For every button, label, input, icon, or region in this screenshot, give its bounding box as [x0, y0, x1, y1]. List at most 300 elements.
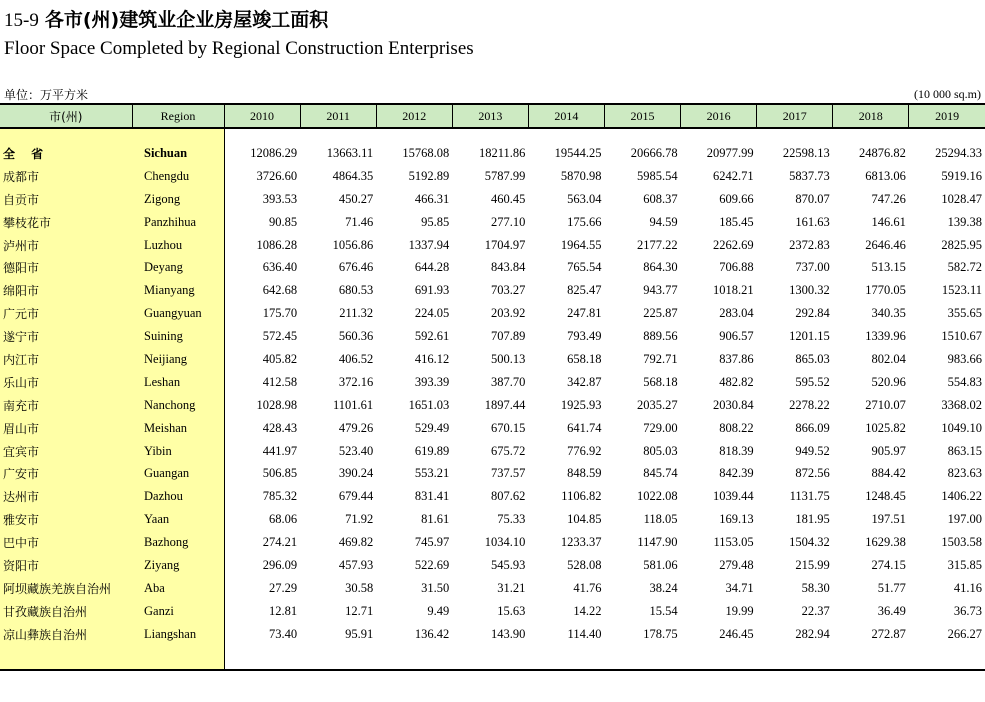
- region-name-en: Yibin: [132, 440, 224, 463]
- value-cell: 823.63: [947, 466, 982, 481]
- value-cell: 706.88: [719, 260, 754, 275]
- value-cell: 71.46: [345, 214, 374, 229]
- value-cell: 22598.13: [782, 145, 830, 160]
- column-header-year: 2012: [376, 104, 452, 128]
- value-cell: 441.97: [262, 443, 298, 458]
- region-name-cn: 乐山市: [0, 371, 132, 394]
- table-row: [0, 279, 985, 302]
- value-cell: 703.27: [491, 283, 526, 298]
- value-cell: 1018.21: [713, 283, 754, 298]
- value-cell: 680.53: [338, 283, 374, 298]
- value-cell: 1897.44: [484, 397, 526, 412]
- column-header-year: 2018: [833, 104, 909, 128]
- value-cell: 211.32: [339, 306, 374, 321]
- value-cell: 1337.94: [408, 237, 450, 252]
- region-name-en: Aba: [132, 577, 224, 600]
- value-cell: 3726.60: [256, 168, 298, 183]
- unit-label-cn: 单位：万平方米: [4, 88, 89, 102]
- region-name-en: Ganzi: [132, 600, 224, 623]
- value-cell: 1406.22: [941, 489, 982, 504]
- value-cell: 805.03: [643, 443, 678, 458]
- region-name-en: Bazhong: [132, 531, 224, 554]
- unit-label-en: (10 000 sq.m): [914, 87, 981, 101]
- column-header-year: 2011: [300, 104, 376, 128]
- value-cell: 943.77: [643, 283, 678, 298]
- region-name-cn: 巴中市: [0, 531, 132, 554]
- value-cell: 737.57: [491, 466, 526, 481]
- column-header-year: 2017: [757, 104, 833, 128]
- value-cell: 315.85: [947, 557, 982, 572]
- column-header-year: 2019: [909, 104, 985, 128]
- value-cell: 482.82: [719, 374, 754, 389]
- value-cell: 1201.15: [789, 329, 830, 344]
- value-cell: 94.59: [649, 214, 678, 229]
- value-cell: 31.50: [421, 580, 450, 595]
- value-cell: 843.84: [491, 260, 526, 275]
- value-cell: 393.53: [262, 191, 298, 206]
- value-cell: 136.42: [414, 626, 450, 641]
- region-name-cn: 资阳市: [0, 554, 132, 577]
- table-row: [0, 440, 985, 463]
- region-name-en: Meishan: [132, 417, 224, 440]
- value-cell: 520.96: [871, 374, 906, 389]
- value-cell: 1131.75: [789, 489, 830, 504]
- value-cell: 73.40: [268, 626, 298, 641]
- value-cell: 405.82: [262, 351, 298, 366]
- value-cell: 15.63: [497, 603, 526, 618]
- value-cell: 691.93: [414, 283, 450, 298]
- value-cell: 143.90: [491, 626, 526, 641]
- value-cell: 595.52: [795, 374, 830, 389]
- value-cell: 582.72: [947, 260, 982, 275]
- region-name-en: Nanchong: [132, 394, 224, 417]
- value-cell: 670.15: [491, 420, 526, 435]
- table-row: [0, 211, 985, 234]
- value-cell: 568.18: [643, 374, 678, 389]
- value-cell: 866.09: [795, 420, 830, 435]
- value-cell: 1925.93: [560, 397, 602, 412]
- table-row: [0, 371, 985, 394]
- value-cell: 636.40: [262, 260, 298, 275]
- value-cell: 949.52: [795, 443, 830, 458]
- table-header-row: [0, 104, 985, 128]
- value-cell: 793.49: [567, 329, 602, 344]
- value-cell: 175.70: [262, 306, 298, 321]
- value-cell: 14.22: [573, 603, 602, 618]
- value-cell: 2710.07: [865, 397, 906, 412]
- value-cell: 95.85: [421, 214, 450, 229]
- value-cell: 581.06: [643, 557, 678, 572]
- value-cell: 175.66: [567, 214, 602, 229]
- value-cell: 185.45: [719, 214, 754, 229]
- region-name-en: Suining: [132, 325, 224, 348]
- value-cell: 529.49: [414, 420, 450, 435]
- region-name-cn: 雅安市: [0, 508, 132, 531]
- value-cell: 2278.22: [789, 397, 830, 412]
- value-cell: 20977.99: [706, 145, 754, 160]
- value-cell: 68.06: [268, 512, 298, 527]
- value-cell: 765.54: [567, 260, 602, 275]
- value-cell: 15.54: [649, 603, 678, 618]
- value-cell: 608.37: [643, 191, 678, 206]
- value-cell: 41.76: [573, 580, 602, 595]
- value-cell: 6813.06: [865, 168, 906, 183]
- value-cell: 5985.54: [636, 168, 678, 183]
- region-name-en: Liangshan: [132, 623, 224, 646]
- value-cell: 1101.61: [333, 397, 374, 412]
- page-title-en: Floor Space Completed by Regional Construction Enterprises: [4, 38, 474, 59]
- value-cell: 2177.22: [636, 237, 678, 252]
- value-cell: 36.73: [953, 603, 982, 618]
- value-cell: 466.31: [414, 191, 450, 206]
- value-cell: 2646.46: [865, 237, 906, 252]
- value-cell: 266.27: [947, 626, 982, 641]
- value-cell: 609.66: [719, 191, 754, 206]
- column-header-year: 2013: [452, 104, 528, 128]
- value-cell: 41.16: [953, 580, 982, 595]
- value-cell: 12.81: [268, 603, 298, 618]
- region-name-en: Deyang: [132, 256, 224, 279]
- column-header-year: 2014: [528, 104, 604, 128]
- table-row: [0, 623, 985, 646]
- value-cell: 428.43: [262, 420, 298, 435]
- table-row: [0, 348, 985, 371]
- value-cell: 279.48: [719, 557, 754, 572]
- table-body: [0, 128, 985, 670]
- region-name-en: Neijiang: [132, 348, 224, 371]
- column-header-region: Region: [132, 104, 224, 128]
- value-cell: 528.08: [567, 557, 602, 572]
- region-name-cn: 自贡市: [0, 188, 132, 211]
- value-cell: 747.26: [871, 191, 906, 206]
- region-name-cn: 广安市: [0, 462, 132, 485]
- value-cell: 283.04: [719, 306, 754, 321]
- value-cell: 884.42: [871, 466, 906, 481]
- page-title-cn: [4, 5, 328, 32]
- table-row: [0, 554, 985, 577]
- value-cell: 5787.99: [484, 168, 526, 183]
- value-cell: 15768.08: [402, 145, 450, 160]
- value-cell: 2035.27: [636, 397, 678, 412]
- value-cell: 34.71: [725, 580, 754, 595]
- table-bottom-row: [0, 646, 985, 670]
- value-cell: 644.28: [414, 260, 450, 275]
- value-cell: 36.49: [877, 603, 906, 618]
- table-row: [0, 485, 985, 508]
- value-cell: 5919.16: [941, 168, 982, 183]
- value-cell: 1034.10: [484, 535, 526, 550]
- value-cell: 246.45: [719, 626, 754, 641]
- region-name-cn: 德阳市: [0, 256, 132, 279]
- value-cell: 22.37: [801, 603, 830, 618]
- value-cell: 785.32: [262, 489, 298, 504]
- table-row: [0, 302, 985, 325]
- value-cell: 416.12: [414, 351, 450, 366]
- value-cell: 1028.98: [256, 397, 298, 412]
- value-cell: 863.15: [947, 443, 982, 458]
- region-name-cn: 绵阳市: [0, 279, 132, 302]
- value-cell: 197.51: [871, 512, 906, 527]
- value-cell: 545.93: [491, 557, 526, 572]
- floor-space-table: [0, 103, 985, 671]
- total-row: [0, 142, 985, 165]
- value-cell: 203.92: [491, 306, 526, 321]
- value-cell: 38.24: [649, 580, 678, 595]
- table-number: 15-9: [4, 10, 39, 31]
- table-row: [0, 600, 985, 623]
- value-cell: 81.61: [421, 512, 450, 527]
- value-cell: 1086.28: [256, 237, 298, 252]
- value-cell: 2030.84: [713, 397, 754, 412]
- value-cell: 450.27: [338, 191, 374, 206]
- value-cell: 1503.58: [941, 535, 982, 550]
- table-row: [0, 531, 985, 554]
- table-row: [0, 462, 985, 485]
- value-cell: 523.40: [338, 443, 374, 458]
- region-name-en: Panzhihua: [132, 211, 224, 234]
- value-cell: 641.74: [567, 420, 602, 435]
- region-name-cn: 宜宾市: [0, 440, 132, 463]
- region-name-en: Chengdu: [132, 165, 224, 188]
- value-cell: 27.29: [268, 580, 298, 595]
- value-cell: 30.58: [345, 580, 374, 595]
- value-cell: 2825.95: [941, 237, 982, 252]
- value-cell: 729.00: [643, 420, 678, 435]
- value-cell: 792.71: [643, 351, 678, 366]
- value-cell: 864.30: [643, 260, 678, 275]
- value-cell: 1964.55: [560, 237, 602, 252]
- value-cell: 1039.44: [713, 489, 754, 504]
- value-cell: 5192.89: [408, 168, 450, 183]
- value-cell: 1106.82: [561, 489, 602, 504]
- region-name-cn: 泸州市: [0, 234, 132, 257]
- value-cell: 25294.33: [935, 145, 982, 160]
- value-cell: 889.56: [643, 329, 678, 344]
- value-cell: 12.71: [345, 603, 374, 618]
- value-cell: 1504.32: [789, 535, 830, 550]
- region-name-cn: 全 省: [0, 142, 132, 165]
- value-cell: 500.13: [491, 351, 526, 366]
- region-name-cn: 攀枝花市: [0, 211, 132, 234]
- value-cell: 95.91: [345, 626, 374, 641]
- table-row: [0, 508, 985, 531]
- value-cell: 1651.03: [408, 397, 450, 412]
- value-cell: 1629.38: [865, 535, 906, 550]
- value-cell: 872.56: [795, 466, 830, 481]
- column-header-year: 2010: [224, 104, 300, 128]
- value-cell: 560.36: [338, 329, 374, 344]
- value-cell: 169.13: [719, 512, 754, 527]
- value-cell: 20666.78: [630, 145, 678, 160]
- table-row: [0, 325, 985, 348]
- value-cell: 282.94: [795, 626, 830, 641]
- region-name-en: Dazhou: [132, 485, 224, 508]
- region-name-en: Luzhou: [132, 234, 224, 257]
- value-cell: 870.07: [795, 191, 830, 206]
- value-cell: 513.15: [871, 260, 906, 275]
- value-cell: 1704.97: [484, 237, 526, 252]
- value-cell: 215.99: [795, 557, 830, 572]
- region-name-en: Ziyang: [132, 554, 224, 577]
- value-cell: 642.68: [262, 283, 298, 298]
- region-name-en: Mianyang: [132, 279, 224, 302]
- value-cell: 776.92: [567, 443, 602, 458]
- value-cell: 6242.71: [713, 168, 754, 183]
- value-cell: 1300.32: [789, 283, 830, 298]
- value-cell: 457.93: [338, 557, 374, 572]
- value-cell: 676.46: [338, 260, 374, 275]
- region-name-cn: 成都市: [0, 165, 132, 188]
- table-row: [0, 234, 985, 257]
- value-cell: 277.10: [491, 214, 526, 229]
- region-name-cn: 阿坝藏族羌族自治州: [0, 577, 132, 600]
- value-cell: 2262.69: [713, 237, 754, 252]
- value-cell: 825.47: [567, 283, 602, 298]
- value-cell: 274.15: [871, 557, 906, 572]
- value-cell: 563.04: [567, 191, 602, 206]
- value-cell: 355.65: [947, 306, 982, 321]
- value-cell: 983.66: [947, 351, 982, 366]
- value-cell: 848.59: [567, 466, 602, 481]
- value-cell: 114.40: [567, 626, 602, 641]
- value-cell: 737.00: [795, 260, 830, 275]
- value-cell: 802.04: [871, 351, 906, 366]
- value-cell: 506.85: [262, 466, 298, 481]
- value-cell: 139.38: [947, 214, 982, 229]
- value-cell: 340.35: [871, 306, 906, 321]
- value-cell: 469.82: [338, 535, 374, 550]
- value-cell: 1523.11: [941, 283, 982, 298]
- value-cell: 1248.45: [865, 489, 906, 504]
- spacer-row: [0, 128, 985, 142]
- region-name-cn: 内江市: [0, 348, 132, 371]
- value-cell: 572.45: [262, 329, 298, 344]
- value-cell: 1022.08: [636, 489, 678, 504]
- value-cell: 808.22: [719, 420, 754, 435]
- value-cell: 479.26: [338, 420, 374, 435]
- value-cell: 522.69: [414, 557, 450, 572]
- value-cell: 831.41: [414, 489, 450, 504]
- region-name-en: Sichuan: [132, 142, 224, 165]
- value-cell: 372.16: [338, 374, 374, 389]
- value-cell: 619.89: [414, 443, 450, 458]
- value-cell: 2372.83: [789, 237, 830, 252]
- value-cell: 1153.05: [713, 535, 754, 550]
- value-cell: 707.89: [491, 329, 526, 344]
- value-cell: 842.39: [719, 466, 754, 481]
- value-cell: 906.57: [719, 329, 754, 344]
- value-cell: 1025.82: [865, 420, 906, 435]
- value-cell: 71.92: [345, 512, 374, 527]
- value-cell: 146.61: [871, 214, 906, 229]
- table-row: [0, 188, 985, 211]
- value-cell: 104.85: [567, 512, 602, 527]
- value-cell: 1770.05: [865, 283, 906, 298]
- value-cell: 554.83: [947, 374, 982, 389]
- value-cell: 4864.35: [332, 168, 374, 183]
- value-cell: 31.21: [497, 580, 526, 595]
- value-cell: 745.97: [414, 535, 450, 550]
- value-cell: 5837.73: [789, 168, 830, 183]
- column-header-year: 2016: [681, 104, 757, 128]
- value-cell: 292.84: [795, 306, 830, 321]
- region-name-cn: 甘孜藏族自治州: [0, 600, 132, 623]
- table-row: [0, 394, 985, 417]
- value-cell: 675.72: [491, 443, 526, 458]
- value-cell: 225.87: [643, 306, 678, 321]
- value-cell: 865.03: [795, 351, 830, 366]
- region-name-en: Yaan: [132, 508, 224, 531]
- table-row: [0, 577, 985, 600]
- value-cell: 90.85: [268, 214, 298, 229]
- value-cell: 272.87: [871, 626, 906, 641]
- value-cell: 9.49: [427, 603, 450, 618]
- value-cell: 679.44: [338, 489, 374, 504]
- value-cell: 412.58: [262, 374, 298, 389]
- region-name-cn: 南充市: [0, 394, 132, 417]
- value-cell: 197.00: [947, 512, 982, 527]
- value-cell: 178.75: [643, 626, 678, 641]
- value-cell: 807.62: [491, 489, 526, 504]
- title-cn-text: 各市(州)建筑业企业房屋竣工面积: [44, 9, 329, 31]
- value-cell: 118.05: [643, 512, 678, 527]
- value-cell: 274.21: [262, 535, 298, 550]
- value-cell: 24876.82: [858, 145, 906, 160]
- value-cell: 905.97: [871, 443, 906, 458]
- value-cell: 18211.86: [478, 145, 526, 160]
- value-cell: 161.63: [795, 214, 830, 229]
- value-cell: 1510.67: [941, 329, 982, 344]
- value-cell: 837.86: [719, 351, 754, 366]
- value-cell: 592.61: [414, 329, 450, 344]
- value-cell: 5870.98: [560, 168, 602, 183]
- value-cell: 1147.90: [637, 535, 678, 550]
- value-cell: 224.05: [414, 306, 450, 321]
- value-cell: 1339.96: [865, 329, 906, 344]
- value-cell: 3368.02: [941, 397, 982, 412]
- value-cell: 13663.11: [326, 145, 374, 160]
- table-row: [0, 417, 985, 440]
- table-row: [0, 165, 985, 188]
- region-name-cn: 达州市: [0, 485, 132, 508]
- value-cell: 12086.29: [250, 145, 298, 160]
- value-cell: 460.45: [491, 191, 526, 206]
- region-name-en: Zigong: [132, 188, 224, 211]
- value-cell: 247.81: [567, 306, 602, 321]
- value-cell: 181.95: [795, 512, 830, 527]
- value-cell: 58.30: [801, 580, 830, 595]
- value-cell: 845.74: [643, 466, 678, 481]
- value-cell: 406.52: [338, 351, 374, 366]
- value-cell: 553.21: [414, 466, 450, 481]
- value-cell: 1028.47: [941, 191, 982, 206]
- value-cell: 19544.25: [554, 145, 602, 160]
- value-cell: 1056.86: [332, 237, 374, 252]
- table-row: [0, 256, 985, 279]
- value-cell: 342.87: [567, 374, 602, 389]
- value-cell: 1233.37: [560, 535, 602, 550]
- value-cell: 75.33: [497, 512, 526, 527]
- region-name-cn: 凉山彝族自治州: [0, 623, 132, 646]
- value-cell: 390.24: [338, 466, 374, 481]
- region-name-en: Guangyuan: [132, 302, 224, 325]
- region-name-cn: 遂宁市: [0, 325, 132, 348]
- value-cell: 19.99: [725, 603, 754, 618]
- column-header-city: 市(州): [0, 104, 132, 128]
- region-name-cn: 广元市: [0, 302, 132, 325]
- region-name-en: Leshan: [132, 371, 224, 394]
- column-header-year: 2015: [604, 104, 680, 128]
